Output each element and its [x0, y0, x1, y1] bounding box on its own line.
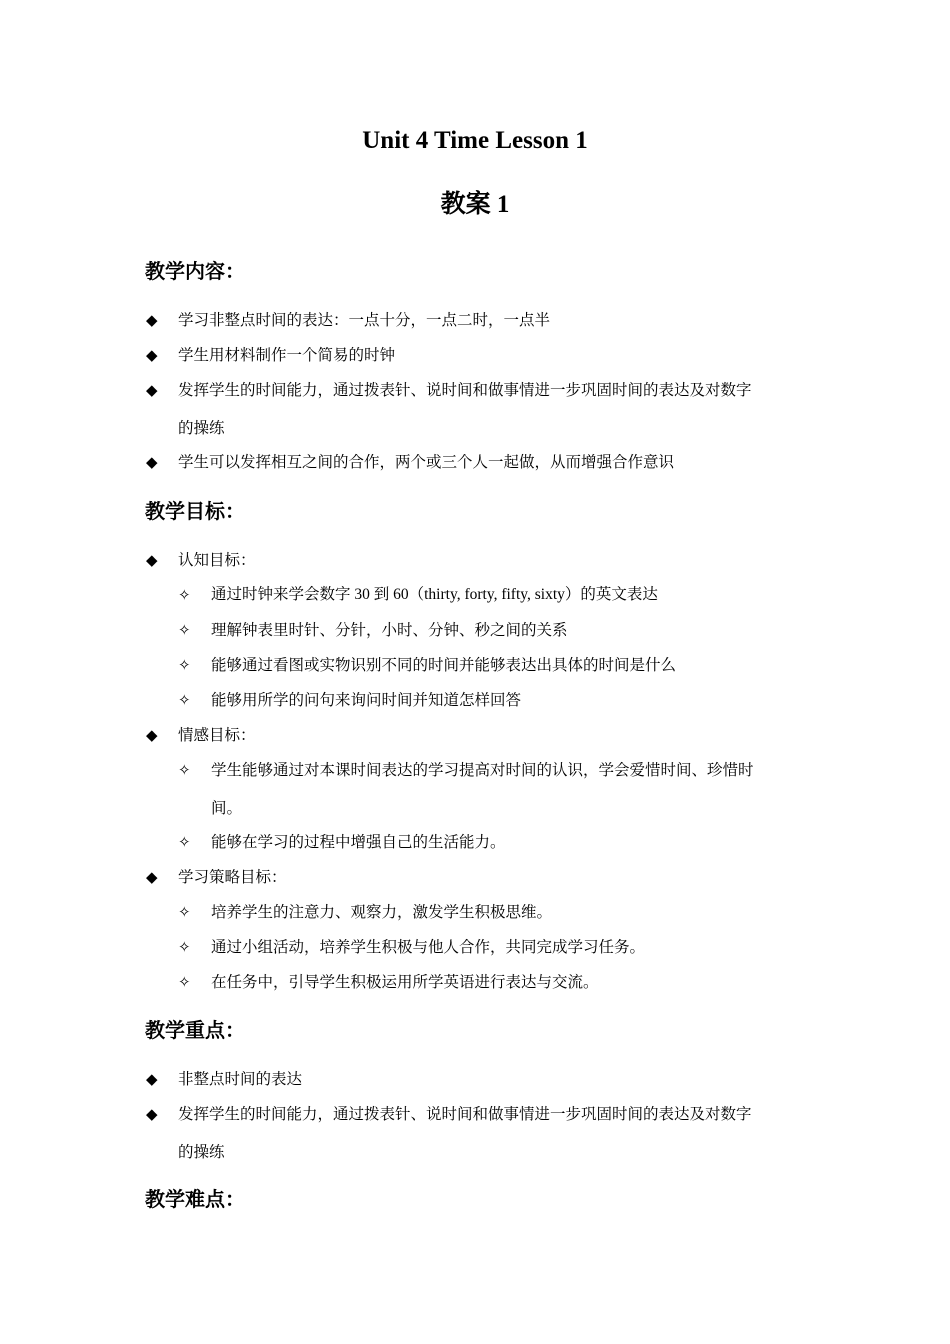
star-bullet-icon: ✧	[178, 761, 191, 779]
diamond-bullet-icon: ◆	[146, 1070, 158, 1088]
title-english: Unit 4 Time Lesson 1	[362, 127, 588, 154]
content-item: 学习非整点时间的表达：一点十分，一点二时，一点半	[178, 311, 551, 329]
goal-item: 培养学生的注意力、观察力，激发学生积极思维。	[211, 903, 553, 921]
heading-difficulties: 教学难点：	[145, 1187, 245, 1211]
key-point-item-continued: 的操练	[178, 1143, 225, 1161]
content-item: 发挥学生的时间能力，通过拨表针、说时间和做事情进一步巩固时间的表达及对数字	[178, 381, 752, 399]
diamond-bullet-icon: ◆	[146, 551, 158, 569]
content-item: 学生可以发挥相互之间的合作，两个或三个人一起做，从而增强合作意识	[178, 453, 675, 471]
star-bullet-icon: ✧	[178, 586, 191, 604]
goal-item: 学生能够通过对本课时间表达的学习提高对时间的认识，学会爱惜时间、珍惜时	[211, 761, 754, 779]
title-chinese: 教案 1	[440, 191, 510, 218]
star-bullet-icon: ✧	[178, 973, 191, 991]
goal-item: 理解钟表里时针、分针，小时、分钟、秒之间的关系	[211, 621, 568, 639]
goal-category-strategy: 学习策略目标：	[178, 868, 287, 886]
content-item: 学生用材料制作一个简易的时钟	[178, 346, 396, 364]
star-bullet-icon: ✧	[178, 938, 191, 956]
diamond-bullet-icon: ◆	[146, 868, 158, 886]
diamond-bullet-icon: ◆	[146, 1105, 158, 1123]
key-point-item: 发挥学生的时间能力，通过拨表针、说时间和做事情进一步巩固时间的表达及对数字	[178, 1105, 752, 1123]
goal-item: 通过时钟来学会数字 30 到 60（thirty, forty, fifty, sixty）的英文表达	[211, 586, 658, 603]
diamond-bullet-icon: ◆	[146, 346, 158, 364]
goal-item-continued: 间。	[211, 799, 243, 817]
star-bullet-icon: ✧	[178, 903, 191, 921]
goal-item: 能够在学习的过程中增强自己的生活能力。	[211, 833, 506, 851]
content-item-continued: 的操练	[178, 419, 225, 437]
goal-category-cognitive: 认知目标：	[178, 551, 256, 569]
key-point-item: 非整点时间的表达	[178, 1070, 303, 1088]
goal-item: 能够通过看图或实物识别不同的时间并能够表达出具体的时间是什么	[211, 656, 677, 674]
star-bullet-icon: ✧	[178, 691, 191, 709]
heading-key-points: 教学重点：	[145, 1018, 245, 1042]
goal-item: 能够用所学的问句来询问时间并知道怎样回答	[211, 691, 522, 709]
diamond-bullet-icon: ◆	[146, 453, 158, 471]
star-bullet-icon: ✧	[178, 656, 191, 674]
diamond-bullet-icon: ◆	[146, 381, 158, 399]
diamond-bullet-icon: ◆	[146, 311, 158, 329]
goal-category-emotional: 情感目标：	[178, 726, 256, 744]
heading-teaching-goals: 教学目标：	[145, 499, 245, 523]
diamond-bullet-icon: ◆	[146, 726, 158, 744]
goal-item: 通过小组活动，培养学生积极与他人合作，共同完成学习任务。	[211, 938, 646, 956]
star-bullet-icon: ✧	[178, 621, 191, 639]
goal-item: 在任务中，引导学生积极运用所学英语进行表达与交流。	[211, 973, 599, 991]
heading-teaching-content: 教学内容：	[145, 259, 245, 283]
star-bullet-icon: ✧	[178, 833, 191, 851]
